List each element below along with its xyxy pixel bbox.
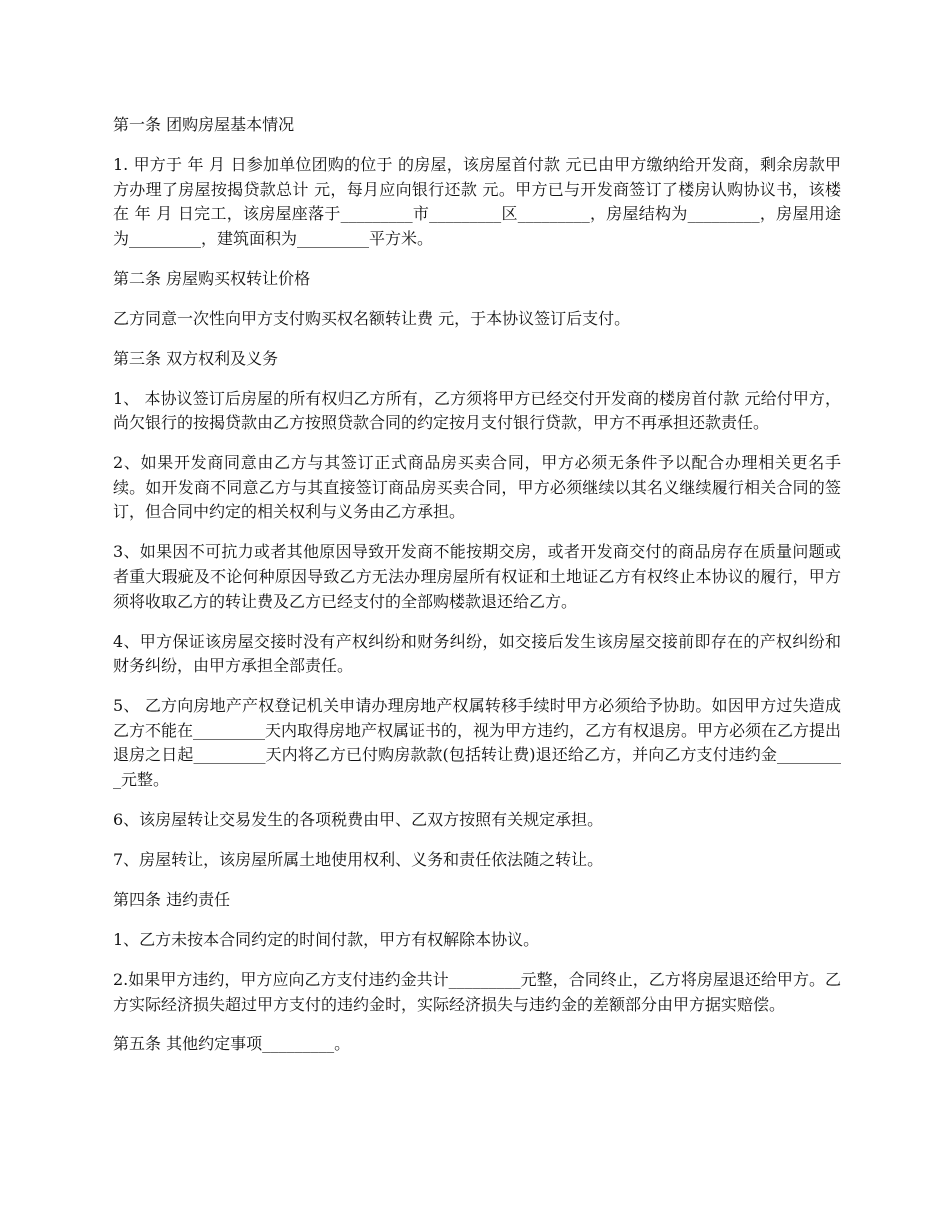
section-heading-2: 第二条 房屋购买权转让价格 [113,268,311,288]
clause-3-5: 5、 乙方向房地产产权登记机关申请办理房地产权属转移手续时甲方必须给予协助。如因甲方过失造成乙方不能在_________天内取得房地产权属证书的，视为甲方违约，乙方有权退房。甲方必须在乙方提出退房之日起_________天内将乙方已付购房款款(包括转让费)退还给乙方，并向乙方支付违约金_________元整。 [113,696,842,789]
clause-4-1: 1、乙方未按本合同约定的时间付款，甲方有权解除本协议。 [113,929,540,949]
section-heading-3: 第三条 双方权利及义务 [113,348,279,368]
clause-3-2: 2、如果开发商同意由乙方与其签订正式商品房买卖合同，甲方必须无条件予以配合办理相关更名手续。如开发商不同意乙方与其直接签订商品房买卖合同，甲方必须继续以其名义继续履行相关合同的签订，但合同中约定的相关权利与义务由乙方承担。 [113,453,841,522]
section-heading-4: 第四条 违约责任 [113,889,231,909]
paragraph-property-basics: 1. 甲方于 年 月 日参加单位团购的位于 的房屋，该房屋首付款 元已由甲方缴纳给开发商，剩余房款甲方办理了房屋按揭贷款总计 元，每月应向银行还款 元。甲方已与开发商签订了楼房认购协议书，该楼在 年 月 日完工，该房屋座落于_________市_________区_________，房屋结构为_________，房屋用途为_________，建筑面积为_________平方米。 [113,154,841,248]
contract-document [113,113,841,1072]
clause-3-1: 1、 本协议签订后房屋的所有权归乙方所有，乙方须将甲方已经交付开发商的楼房首付款 元给付甲方，尚欠银行的按揭贷款由乙方按照贷款合同的约定按月支付银行贷款，甲方不再承担还款责任。 [113,388,841,433]
clause-3-7: 7、房屋转让，该房屋所属土地使用权利、义务和责任依法随之转让。 [113,849,604,869]
paragraph-transfer-price: 乙方同意一次性向甲方支付购买权名额转让费 元，于本协议签订后支付。 [113,308,631,328]
section-heading-5: 第五条 其他约定事项_________。 [113,1034,351,1054]
clause-3-3: 3、如果因不可抗力或者其他原因导致开发商不能按期交房，或者开发商交付的商品房存在质量问题或者重大瑕疵及不论何种原因导致乙方无法办理房屋所有权证和土地证乙方有权终止本协议的履行，甲方须将收取乙方的转让费及乙方已经支付的全部购楼款退还给乙方。 [113,542,841,611]
section-heading-1: 第一条 团购房屋基本情况 [113,115,295,134]
clause-4-2: 2.如果甲方违约，甲方应向乙方支付违约金共计_________元整，合同终止，乙方将房屋退还给甲方。乙方实际经济损失超过甲方支付的违约金时，实际经济损失与违约金的差额部分由甲方据实赔偿。 [113,969,841,1014]
clause-3-4: 4、甲方保证该房屋交接时没有产权纠纷和财务纠纷，如交接后发生该房屋交接前即存在的产权纠纷和财务纠纷，由甲方承担全部责任。 [113,631,841,676]
clause-3-6: 6、该房屋转让交易发生的各项税费由甲、乙双方按照有关规定承担。 [113,809,604,829]
